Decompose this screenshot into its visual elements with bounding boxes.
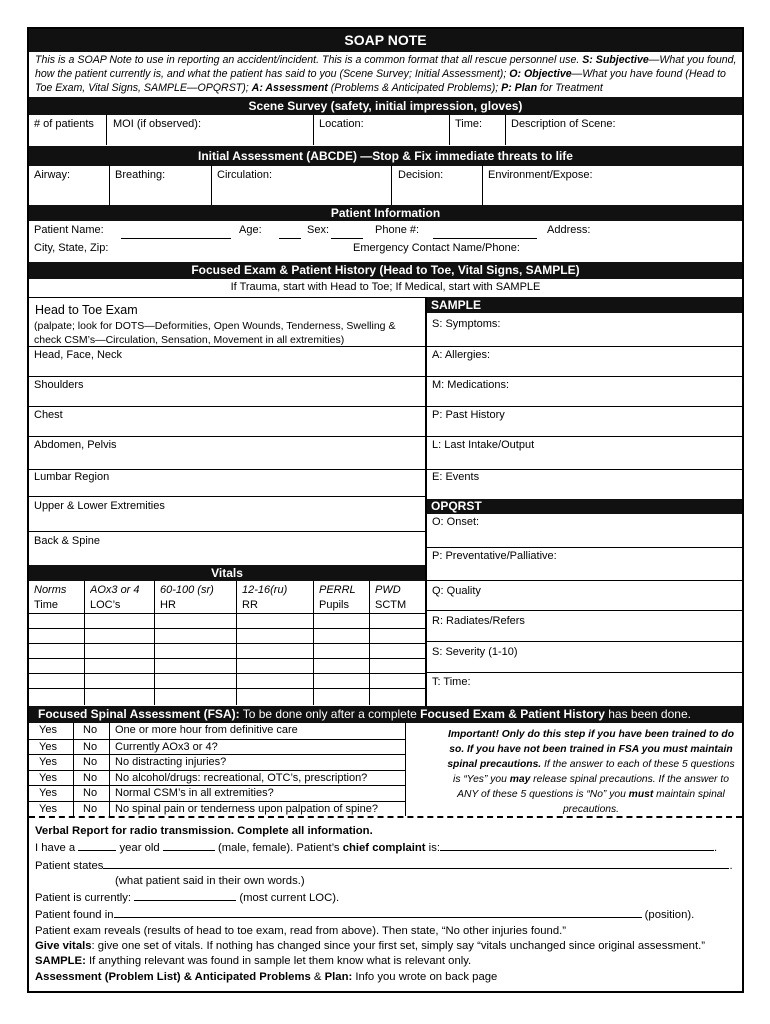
head-to-toe-note-2: check CSM’s—Circulation, Sensation, Movement in all extremities)	[34, 334, 345, 346]
patient-phone-label: Phone #:	[375, 224, 420, 236]
verbal-line-3: (what patient said in their own words.)	[115, 874, 305, 887]
initial-field-breathing: Breathing:	[115, 169, 166, 181]
fsa-row	[29, 770, 405, 787]
opqrst-row-quality: Q: Quality	[432, 585, 481, 597]
intro-text: This is a SOAP Note to use in reporting an accident/incident. This is a common format that all rescue personnel use. S: Subjective—What you found, how the patient currently is, and what the patient has said to you (Scene Survey; Initial Assessment); O: Objective—What you have found (Head to Toe Exam, Vital Signs, SAMPLE—OPQRST); A: Assessment (Problems & Anticipated Problems); P: Plan for Treatment	[35, 54, 737, 94]
initial-field-circulation: Circulation:	[217, 169, 273, 181]
patient-emergency-label: Emergency Contact Name/Phone:	[353, 242, 520, 254]
verbal-line-2: Patient states .	[35, 857, 739, 874]
opqrst-row-time: T: Time:	[432, 676, 471, 688]
vitals-norm-label: Norms	[34, 584, 67, 596]
exam-row-shoulders: Shoulders	[34, 379, 84, 391]
soap-note-form	[27, 27, 744, 993]
fsa-question: No distracting injuries?	[115, 756, 227, 768]
scene-field-description: Description of Scene:	[511, 118, 616, 130]
verbal-line-5: Patient found in (position).	[35, 906, 739, 923]
patient-address-label: Address:	[547, 224, 591, 236]
fsa-no-option[interactable]: No	[83, 771, 98, 784]
exam-row-back: Back & Spine	[34, 535, 101, 547]
scene-field-location: Location:	[319, 118, 364, 130]
fsa-yes-option[interactable]: Yes	[39, 740, 57, 753]
verbal-line-6: Patient exam reveals (results of head to toe exam, read from above). Then state, “No other injuries found.”	[35, 924, 567, 937]
fsa-no-option[interactable]: No	[83, 724, 98, 736]
sample-row-medications: M: Medications:	[432, 379, 510, 391]
scene-survey-header: Scene Survey (safety, initial impression, gloves)	[29, 97, 742, 115]
patient-sex-label: Sex:	[307, 224, 330, 236]
head-to-toe-note-1: (palpate; look for DOTS—Deformities, Open Wounds, Tenderness, Swelling &	[34, 320, 396, 332]
initial-field-decision: Decision:	[398, 169, 444, 181]
exam-row-head: Head, Face, Neck	[34, 349, 123, 361]
initial-field-airway: Airway:	[34, 169, 71, 181]
fsa-question: Normal CSM’s in all extremities?	[115, 787, 274, 799]
scene-field-moi: MOI (if observed):	[113, 118, 202, 130]
opqrst-row-onset: O: Onset:	[432, 516, 480, 528]
vitals-header: Vitals	[29, 565, 425, 581]
focused-exam-subtitle: If Trauma, start with Head to Toe; If Medical, start with SAMPLE	[230, 281, 541, 293]
fsa-yes-option[interactable]: Yes	[39, 787, 57, 799]
fsa-question: No spinal pain or tenderness upon palpation of spine?	[115, 802, 378, 815]
verbal-line-8: SAMPLE: If anything relevant was found in sample let them know what is relevant only.	[35, 955, 472, 968]
fsa-no-option[interactable]: No	[83, 756, 98, 768]
page-title: SOAP NOTE	[29, 29, 742, 52]
verbal-line-1: I have a year old (male, female). Patient’s chief complaint is: .	[35, 839, 739, 856]
vitals-head-loc: LOC’s	[90, 599, 121, 611]
patient-city-label: City, State, Zip:	[34, 242, 109, 254]
vitals-head-hr: HR	[160, 599, 176, 611]
sample-row-intake: L: Last Intake/Output	[432, 439, 535, 451]
vitals-head-pupils: Pupils	[319, 599, 349, 611]
fsa-question: One or more hour from definitive care	[115, 724, 298, 736]
vitals-norm-loc: AOx3 or 4	[90, 584, 140, 596]
fsa-question: No alcohol/drugs: recreational, OTC’s, prescription?	[115, 771, 368, 784]
fsa-row	[29, 723, 405, 739]
sample-header: SAMPLE	[427, 297, 742, 313]
exam-row-abdomen: Abdomen, Pelvis	[34, 439, 117, 451]
exam-row-lumbar: Lumbar Region	[34, 471, 110, 483]
focused-exam-header: Focused Exam & Patient History (Head to Toe, Vital Signs, SAMPLE)	[29, 262, 742, 279]
vitals-head-sctm: SCTM	[375, 599, 407, 611]
verbal-line-4: Patient is currently: (most current LOC).	[35, 889, 739, 906]
fsa-yes-option[interactable]: Yes	[39, 724, 57, 736]
verbal-line-7: Give vitals: give one set of vitals. If nothing has changed since your first set, simply say “vitals unchanged since original assessment.”	[35, 940, 706, 953]
fsa-yes-option[interactable]: Yes	[39, 802, 57, 815]
vitals-norm-hr: 60-100 (sr)	[160, 584, 214, 596]
opqrst-row-radiates: R: Radiates/Refers	[432, 615, 525, 627]
vitals-norm-rr: 12-16(ru)	[242, 584, 288, 596]
scene-field-patients: # of patients	[34, 118, 94, 130]
vitals-norm-pupils: PERRL	[319, 584, 356, 596]
sample-row-allergies: A: Allergies:	[432, 349, 491, 361]
fsa-no-option[interactable]: No	[83, 740, 98, 753]
fsa-yes-option[interactable]: Yes	[39, 771, 57, 784]
sample-row-symptoms: S: Symptoms:	[432, 318, 501, 330]
vitals-head-rr: RR	[242, 599, 258, 611]
opqrst-row-severity: S: Severity (1-10)	[432, 646, 518, 658]
fsa-no-option[interactable]: No	[83, 802, 98, 815]
patient-name-label: Patient Name:	[34, 224, 104, 236]
patient-age-label: Age:	[239, 224, 262, 236]
fsa-question: Currently AOx3 or 4?	[115, 740, 218, 753]
patient-info-header: Patient Information	[29, 205, 742, 221]
sample-row-history: P: Past History	[432, 409, 505, 421]
fsa-no-option[interactable]: No	[83, 787, 98, 799]
vitals-head-time: Time	[34, 599, 59, 611]
exam-row-chest: Chest	[34, 409, 63, 421]
exam-row-extremities: Upper & Lower Extremities	[34, 500, 165, 512]
fsa-row	[29, 739, 405, 756]
initial-field-environment: Environment/Expose:	[488, 169, 593, 181]
fsa-row	[29, 785, 405, 802]
fsa-header: Focused Spinal Assessment (FSA): To be done only after a complete Focused Exam & Patient History has been done.	[29, 706, 742, 723]
fsa-row	[29, 801, 405, 818]
fsa-yes-option[interactable]: Yes	[39, 756, 57, 768]
opqrst-row-palliative: P: Preventative/Palliative:	[432, 550, 557, 562]
verbal-report	[35, 824, 739, 985]
fsa-note: Important! Only do this step if you have been trained to do so. If you have not been trained in FSA you must maintain spinal precautions. If the answer to each of these 5 questions is “Yes” you may release spinal precautions. If the answer to ANY of these 5 questions is “No” you must maintain spinal precautions.	[447, 729, 735, 815]
opqrst-header: OPQRST	[427, 499, 742, 514]
scene-field-time: Time:	[455, 118, 483, 130]
head-to-toe-title: Head to Toe Exam	[35, 303, 138, 317]
verbal-line-9: Assessment (Problem List) & Anticipated Problems & Plan: Info you wrote on back page	[35, 970, 498, 983]
initial-assessment-header: Initial Assessment (ABCDE) —Stop & Fix immediate threats to life	[29, 145, 742, 166]
fsa-row	[29, 754, 405, 771]
sample-row-events: E: Events	[432, 471, 480, 483]
dashed-separator	[29, 816, 742, 818]
vitals-norm-sctm: PWD	[375, 584, 401, 596]
verbal-title: Verbal Report for radio transmission. Complete all information.	[35, 825, 373, 837]
